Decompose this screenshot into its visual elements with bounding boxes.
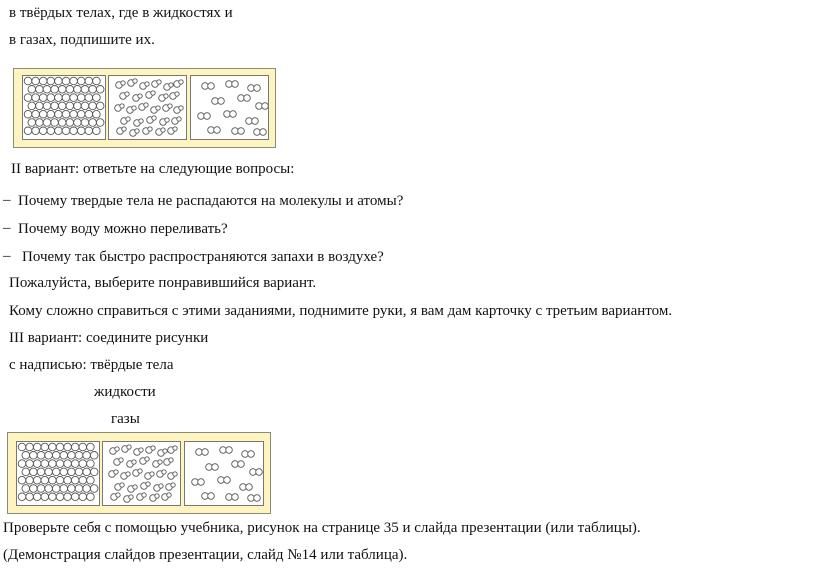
solid-particles xyxy=(17,442,99,505)
particle xyxy=(58,102,66,110)
particle xyxy=(226,447,233,454)
particle xyxy=(169,83,173,87)
gas-particles-box xyxy=(190,75,269,140)
variant3-title: III вариант: соедините рисунки xyxy=(9,330,209,346)
particle xyxy=(138,469,142,473)
particle xyxy=(32,110,40,118)
particle xyxy=(74,86,82,94)
text-hands: Кому сложно справиться с этими заданиями, поднимите руки, я вам дам карточку с третьим вариантом. xyxy=(9,303,673,319)
particle xyxy=(37,485,45,493)
particle xyxy=(133,79,137,83)
particle xyxy=(85,127,93,135)
gas-particles-box xyxy=(184,441,264,506)
particle xyxy=(79,493,87,501)
particle xyxy=(165,118,169,122)
particle xyxy=(32,77,40,85)
particle xyxy=(52,452,60,460)
particle xyxy=(33,460,41,468)
particle xyxy=(24,77,32,85)
particle xyxy=(89,119,97,127)
particle xyxy=(93,127,101,135)
gas-particles xyxy=(185,442,263,505)
dash-3: – xyxy=(3,248,11,264)
particle xyxy=(87,460,95,468)
particle xyxy=(96,86,104,94)
particle xyxy=(62,77,70,85)
particle xyxy=(238,461,245,468)
particle xyxy=(83,485,91,493)
particle xyxy=(64,443,72,451)
particle xyxy=(208,83,215,90)
particle xyxy=(175,92,179,96)
liquid-particles-box xyxy=(102,441,181,506)
particle xyxy=(256,469,263,476)
particle xyxy=(62,110,70,118)
particle xyxy=(60,452,68,460)
particle xyxy=(47,94,55,102)
particle xyxy=(87,493,95,501)
particle xyxy=(49,443,57,451)
particle xyxy=(71,460,79,468)
particle xyxy=(126,472,130,476)
particle xyxy=(62,94,70,102)
particle xyxy=(212,464,219,471)
particle xyxy=(58,119,66,127)
particle xyxy=(74,102,82,110)
particle xyxy=(75,485,83,493)
particle xyxy=(90,485,98,493)
particle xyxy=(71,443,79,451)
particle xyxy=(93,77,101,85)
particle xyxy=(24,110,32,118)
particle xyxy=(127,445,131,449)
particle xyxy=(55,110,63,118)
particle xyxy=(169,458,173,462)
particle xyxy=(64,460,72,468)
particle xyxy=(167,493,171,497)
particle xyxy=(230,111,237,118)
particle xyxy=(64,476,72,484)
particle xyxy=(79,476,87,484)
particle xyxy=(66,102,74,110)
particle xyxy=(260,129,267,136)
particle xyxy=(81,86,89,94)
particle xyxy=(232,81,239,88)
particle xyxy=(93,94,101,102)
particle xyxy=(173,472,177,476)
particle xyxy=(142,493,146,497)
particle xyxy=(55,77,63,85)
liquid-particles-box xyxy=(108,75,187,140)
particle xyxy=(36,86,44,94)
particle xyxy=(90,452,98,460)
particle xyxy=(248,451,255,458)
particle xyxy=(173,446,177,450)
particle xyxy=(26,476,34,484)
particle xyxy=(246,484,253,491)
particle xyxy=(37,468,45,476)
particle xyxy=(28,119,36,127)
particle xyxy=(202,449,209,456)
label-gases: газы xyxy=(111,411,140,427)
particle xyxy=(47,127,55,135)
particle xyxy=(39,94,47,102)
particle xyxy=(41,443,49,451)
label-liquids: жидкости xyxy=(94,384,156,400)
particle xyxy=(81,119,89,127)
particle xyxy=(47,77,55,85)
particle xyxy=(87,476,95,484)
particle xyxy=(79,460,87,468)
particle xyxy=(163,449,167,453)
particle xyxy=(89,102,97,110)
particle xyxy=(60,468,68,476)
particle xyxy=(49,460,57,468)
question-2: Почему воду можно переливать? xyxy=(18,221,228,237)
particle xyxy=(120,104,124,108)
particle xyxy=(71,476,79,484)
text-check: Проверьте себя с помощью учебника, рисунок на странице 35 и слайда презентации (или таблицы). xyxy=(3,520,641,536)
particle xyxy=(262,103,268,110)
figure-panel-bottom xyxy=(7,432,271,514)
particle xyxy=(22,485,30,493)
solid-particles-box xyxy=(16,441,100,506)
text-demo: (Демонстрация слайдов презентации, слайд №14 или таблица). xyxy=(3,547,408,563)
particle xyxy=(58,86,66,94)
particle xyxy=(119,458,123,462)
particle xyxy=(135,129,139,133)
particle xyxy=(52,468,60,476)
particle xyxy=(96,102,104,110)
particle xyxy=(232,494,239,501)
particle xyxy=(208,493,215,500)
particle xyxy=(70,94,78,102)
particle xyxy=(139,448,143,452)
particle xyxy=(49,476,57,484)
particle xyxy=(68,452,76,460)
particle xyxy=(45,485,53,493)
particle xyxy=(49,493,57,501)
particle xyxy=(159,484,163,488)
particle xyxy=(155,494,159,498)
particle xyxy=(41,476,49,484)
particle xyxy=(52,485,60,493)
particle xyxy=(56,443,64,451)
particle xyxy=(252,118,259,125)
particle xyxy=(55,94,63,102)
particle xyxy=(39,77,47,85)
particle xyxy=(145,82,149,86)
particle xyxy=(148,127,152,131)
particle xyxy=(74,119,82,127)
liquid-particles xyxy=(109,76,186,139)
particle xyxy=(75,468,83,476)
particle xyxy=(28,86,36,94)
particle xyxy=(177,117,181,121)
particle xyxy=(161,128,165,132)
particle xyxy=(56,493,64,501)
particle xyxy=(64,493,72,501)
particle xyxy=(152,116,156,120)
particle xyxy=(24,94,32,102)
particle xyxy=(56,476,64,484)
particle xyxy=(151,91,155,95)
particle xyxy=(157,80,161,84)
particle xyxy=(156,106,160,110)
label-solid: с надписью: твёрдые тела xyxy=(9,357,174,373)
particle xyxy=(18,476,26,484)
particle xyxy=(26,460,34,468)
question-3: Почему так быстро распространяются запахи в воздухе? xyxy=(22,249,384,265)
particle xyxy=(125,92,129,96)
particle xyxy=(66,119,74,127)
particle xyxy=(41,493,49,501)
particle xyxy=(24,127,32,135)
particle xyxy=(55,127,63,135)
particle xyxy=(85,77,93,85)
particle xyxy=(224,477,231,484)
particle xyxy=(138,94,142,98)
particle xyxy=(36,102,44,110)
particle xyxy=(126,117,130,121)
text-line-1: в твёрдых телах, где в жидкостях и xyxy=(9,5,233,21)
particle xyxy=(33,443,41,451)
particle xyxy=(68,485,76,493)
particle xyxy=(133,485,137,489)
particle xyxy=(30,485,38,493)
particle xyxy=(56,460,64,468)
particle xyxy=(39,127,47,135)
particle xyxy=(36,119,44,127)
particle xyxy=(162,470,166,474)
particle xyxy=(238,128,245,135)
particle xyxy=(145,457,149,461)
particle xyxy=(83,452,91,460)
particle xyxy=(214,127,221,134)
particle xyxy=(28,102,36,110)
particle xyxy=(66,86,74,94)
particle xyxy=(254,85,261,92)
particle xyxy=(43,119,51,127)
particle xyxy=(150,472,154,476)
particle xyxy=(68,468,76,476)
figure-panel-top xyxy=(13,68,276,148)
particle xyxy=(132,460,136,464)
text-please: Пожалуйста, выберите понравившийся вариант. xyxy=(9,275,317,291)
particle xyxy=(51,102,59,110)
particle xyxy=(129,495,133,499)
solid-particles xyxy=(23,76,105,139)
particle xyxy=(79,443,87,451)
particle xyxy=(41,460,49,468)
particle xyxy=(171,483,175,487)
particle xyxy=(204,113,211,120)
dash-2: – xyxy=(3,220,11,236)
dash-1: – xyxy=(3,192,11,208)
particle xyxy=(198,479,205,486)
particle xyxy=(77,94,85,102)
particle xyxy=(18,493,26,501)
particle xyxy=(96,119,104,127)
particle xyxy=(26,493,34,501)
particle xyxy=(77,77,85,85)
particle xyxy=(62,127,70,135)
particle xyxy=(70,110,78,118)
particle xyxy=(18,443,26,451)
particle xyxy=(32,94,40,102)
particle xyxy=(77,127,85,135)
particle xyxy=(43,102,51,110)
question-1: Почему твердые тела не распадаются на молекулы и атомы? xyxy=(18,193,404,209)
particle xyxy=(85,94,93,102)
particle xyxy=(179,106,183,110)
particle xyxy=(81,102,89,110)
text-line-2: в газах, подпишите их. xyxy=(9,32,155,48)
particle xyxy=(158,460,162,464)
particle xyxy=(120,483,124,487)
particle xyxy=(151,446,155,450)
particle xyxy=(173,127,177,131)
particle xyxy=(33,476,41,484)
particle xyxy=(32,127,40,135)
particle xyxy=(22,468,30,476)
particle xyxy=(51,119,59,127)
particle xyxy=(244,95,251,102)
particle xyxy=(39,110,47,118)
particle xyxy=(47,110,55,118)
particle xyxy=(179,80,183,84)
variant2-title: II вариант: ответьте на следующие вопросы: xyxy=(11,161,295,177)
liquid-particles xyxy=(103,442,180,505)
particle xyxy=(37,452,45,460)
particle xyxy=(114,470,118,474)
particle xyxy=(168,104,172,108)
particle xyxy=(60,485,68,493)
solid-particles-box xyxy=(22,75,106,140)
gas-particles xyxy=(191,76,268,139)
particle xyxy=(26,443,34,451)
particle xyxy=(93,110,101,118)
particle xyxy=(121,81,125,85)
particle xyxy=(77,110,85,118)
particle xyxy=(218,98,225,105)
particle xyxy=(30,452,38,460)
particle xyxy=(85,110,93,118)
particle xyxy=(132,106,136,110)
particle xyxy=(43,86,51,94)
particle xyxy=(30,468,38,476)
particle xyxy=(18,460,26,468)
particle xyxy=(83,468,91,476)
particle xyxy=(71,493,79,501)
particle xyxy=(33,493,41,501)
particle xyxy=(90,468,98,476)
particle xyxy=(70,77,78,85)
particle xyxy=(254,495,261,502)
particle xyxy=(45,452,53,460)
particle xyxy=(87,443,95,451)
particle xyxy=(70,127,78,135)
particle xyxy=(144,103,148,107)
particle xyxy=(122,127,126,131)
particle xyxy=(89,86,97,94)
particle xyxy=(116,493,120,497)
particle xyxy=(164,94,168,98)
particle xyxy=(45,468,53,476)
particle xyxy=(75,452,83,460)
particle xyxy=(22,452,30,460)
particle xyxy=(146,482,150,486)
particle xyxy=(115,447,119,451)
particle xyxy=(51,86,59,94)
particle xyxy=(139,119,143,123)
